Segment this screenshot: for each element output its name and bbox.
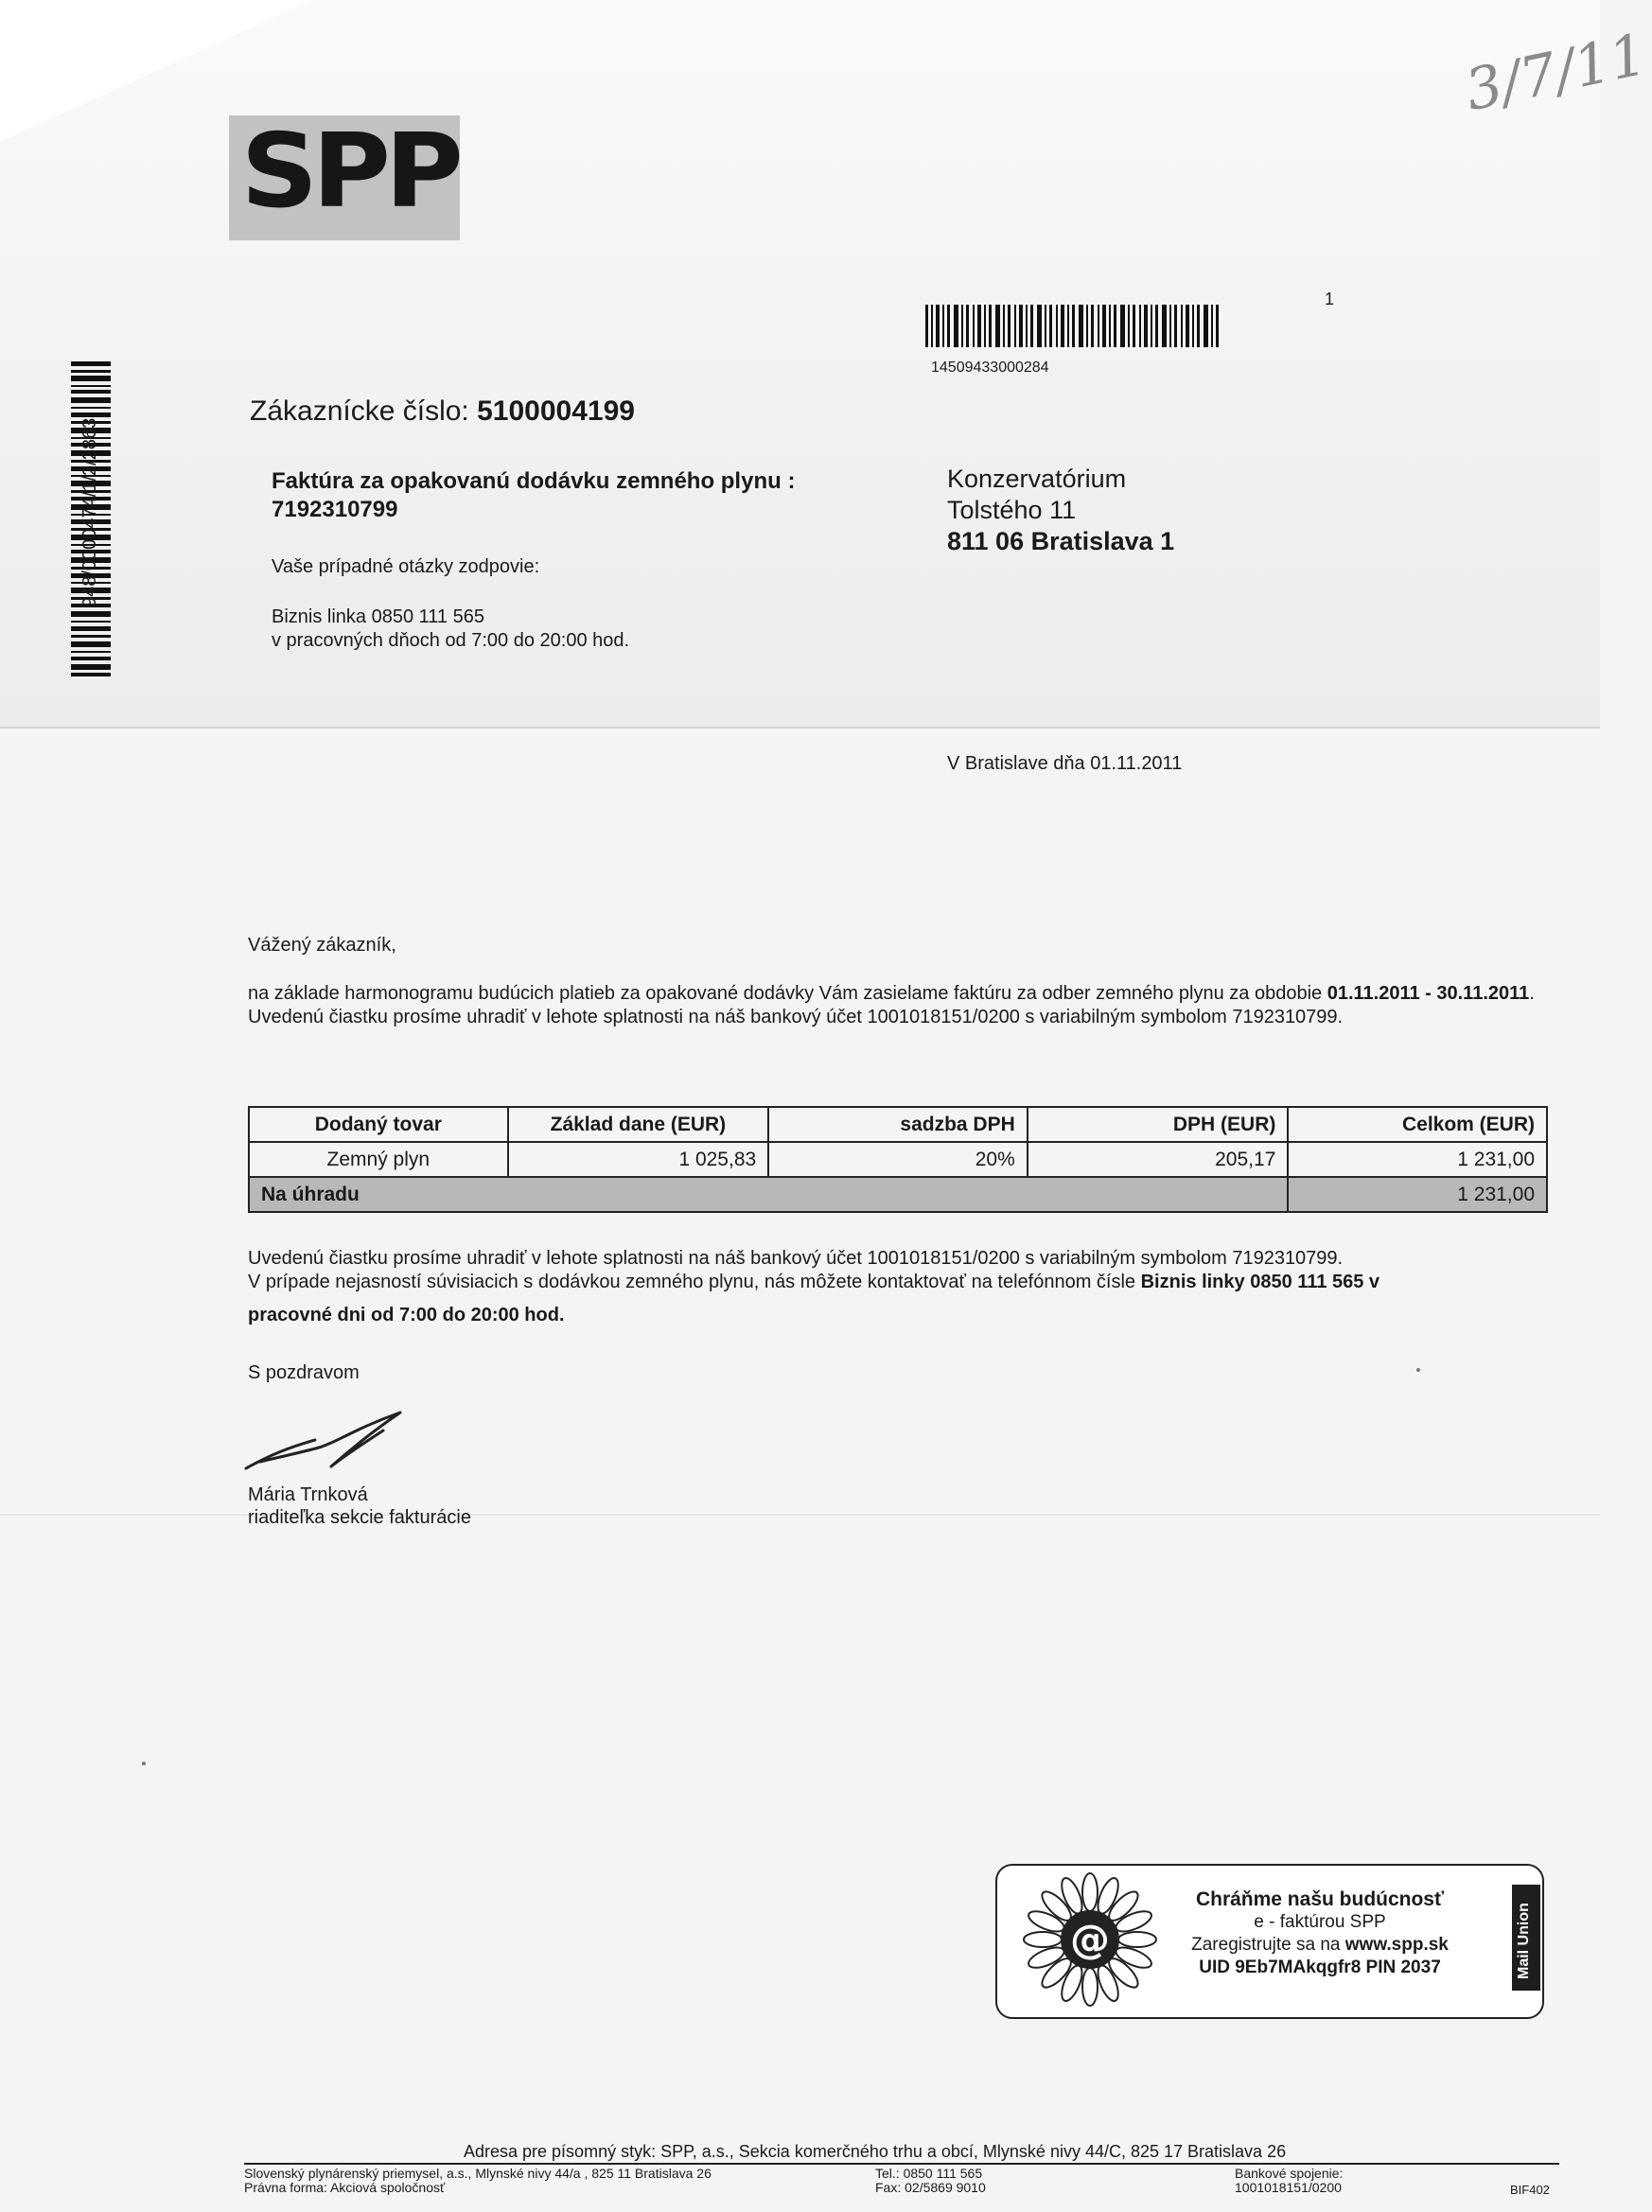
footer-fax: Fax: 02/5869 9010 xyxy=(875,2180,986,2195)
hotline-number: Biznis linka 0850 111 565 xyxy=(272,606,484,627)
signer-name: Mária Trnková xyxy=(248,1484,368,1505)
invoice-title-text: Faktúra za opakovanú dodávku zemného plynu : xyxy=(272,468,796,494)
page-number: 1 xyxy=(1325,290,1335,308)
column-header: DPH (EUR) xyxy=(1028,1107,1289,1142)
intro-text-end: . xyxy=(1529,983,1535,1004)
payment-instruction: Uvedenú čiastku prosíme uhradiť v lehote splatnosti na náš bankový účet 1001018151/0200 s variabilným symbolom 7192310799. xyxy=(248,1007,1344,1027)
promo-heading: Chráňme našu budúcnosť xyxy=(1195,1888,1445,1910)
customer-number xyxy=(250,395,635,428)
table-cell: 205,17 xyxy=(1028,1142,1289,1177)
scan-speck xyxy=(1416,1368,1420,1372)
column-header: Dodaný tovar xyxy=(249,1107,508,1142)
promo-credentials: UID 9Eb7MAkqgfr8 PIN 2037 xyxy=(1199,1957,1441,1977)
total-row xyxy=(249,1177,1547,1212)
contact-paragraph xyxy=(248,1247,1554,1327)
hotline-info xyxy=(272,606,629,653)
billing-period: 01.11.2011 - 30.11.2011 xyxy=(1327,983,1530,1004)
document-barcode xyxy=(925,305,1219,347)
footer-company-name: Slovenský plynárenský priemysel, a.s., Mlynské nivy 44/a , 825 11 Bratislava 26 xyxy=(244,2166,712,2181)
table-cell: 1 231,00 xyxy=(1288,1142,1547,1177)
promo-subheading: e - faktúrou SPP xyxy=(1254,1912,1386,1932)
handwritten-note: 3/7/11 xyxy=(1459,21,1652,125)
footer-bank xyxy=(1235,2167,1343,2195)
promo-register-text: Zaregistrujte sa na xyxy=(1191,1935,1345,1955)
barcode-number: 14509433000284 xyxy=(931,360,1049,376)
table-cell: Zemný plyn xyxy=(249,1142,508,1177)
signature xyxy=(241,1410,412,1476)
footer-company xyxy=(244,2167,712,2195)
signer-title: riaditeľka sekcie fakturácie xyxy=(248,1507,471,1528)
footer-divider xyxy=(244,2163,1559,2165)
column-header: Základ dane (EUR) xyxy=(508,1107,769,1142)
intro-paragraph xyxy=(248,982,1554,1029)
contact-hotline: Biznis linky 0850 111 565 v xyxy=(1140,1272,1380,1292)
column-header: Celkom (EUR) xyxy=(1288,1107,1547,1142)
invoice-table xyxy=(248,1106,1548,1213)
scan-speck xyxy=(142,1762,146,1765)
date-line: V Bratislave dňa 01.11.2011 xyxy=(947,753,1183,774)
recipient-name: Konzervatórium xyxy=(947,465,1127,493)
table-row xyxy=(249,1142,1547,1177)
side-barcode-text: 948/0000474/1/2/2863 xyxy=(79,417,100,607)
hotline-hours: v pracovných dňoch od 7:00 do 20:00 hod. xyxy=(272,630,630,651)
footer-contact xyxy=(875,2167,986,2195)
payment-instruction-repeat: Uvedenú čiastku prosíme uhradiť v lehote splatnosti na náš bankový účet 1001018151/0200 s variabilným symbolom 7192310799. xyxy=(248,1248,1344,1269)
table-cell: 1 025,83 xyxy=(508,1142,769,1177)
footer-tel: Tel.: 0850 111 565 xyxy=(875,2166,983,2181)
company-logo-text: SPP xyxy=(240,113,458,231)
signer xyxy=(248,1483,471,1529)
contact-hours: pracovné dni od 7:00 do 20:00 hod. xyxy=(248,1305,565,1325)
customer-number-label: Zákaznícke číslo: xyxy=(250,395,469,427)
customer-number-value: 5100004199 xyxy=(477,395,635,427)
mail-union-badge xyxy=(1512,1885,1540,1991)
fold-line-lower xyxy=(0,1514,1600,1516)
table-header-row xyxy=(249,1107,1547,1142)
total-value: 1 231,00 xyxy=(1288,1177,1547,1212)
footer-form-code: BIF402 xyxy=(1510,2183,1550,2197)
at-symbol: @ xyxy=(1070,1916,1110,1962)
total-label: Na úhradu xyxy=(249,1177,1288,1212)
fold-line xyxy=(0,727,1600,729)
column-header: sadzba DPH xyxy=(768,1107,1028,1142)
footer-postal-address: Adresa pre písomný styk: SPP, a.s., Sekcia komerčného trhu a obcí, Mlynské nivy 44/C, 825 17 Bratislava 26 xyxy=(464,2142,1287,2161)
closing: S pozdravom xyxy=(248,1362,360,1383)
footer-bank-label: Bankové spojenie: xyxy=(1235,2166,1344,2181)
invoice-title xyxy=(272,467,795,524)
mail-union-text: Mail Union xyxy=(1516,1903,1532,1979)
contact-text: V prípade nejasností súvisiacich s dodávkou zemného plynu, nás môžete kontaktovať na telefónnom čísle xyxy=(248,1272,1141,1292)
table-cell: 20% xyxy=(768,1142,1028,1177)
promo-register xyxy=(1173,1934,1467,1957)
questions-label: Vaše prípadné otázky zodpovie: xyxy=(272,556,540,577)
recipient-street: Tolstého 11 xyxy=(947,496,1077,524)
e-invoice-seal-icon xyxy=(1024,1873,1156,2006)
greeting: Vážený zákazník, xyxy=(248,935,396,956)
invoice-number: 7192310799 xyxy=(272,497,398,522)
footer-legal-form: Právna forma: Akciová spoločnosť xyxy=(244,2180,446,2195)
promo-text xyxy=(1173,1888,1467,1979)
recipient-address xyxy=(947,464,1174,557)
promo-website-link[interactable]: www.spp.sk xyxy=(1344,1935,1449,1955)
footer-bank-account: 1001018151/0200 xyxy=(1235,2180,1342,2195)
recipient-city: 811 06 Bratislava 1 xyxy=(947,527,1175,555)
intro-text: na základe harmonogramu budúcich platieb za opakované dodávky Vám zasielame faktúru za odber zemného plynu za obdobie xyxy=(248,983,1327,1004)
